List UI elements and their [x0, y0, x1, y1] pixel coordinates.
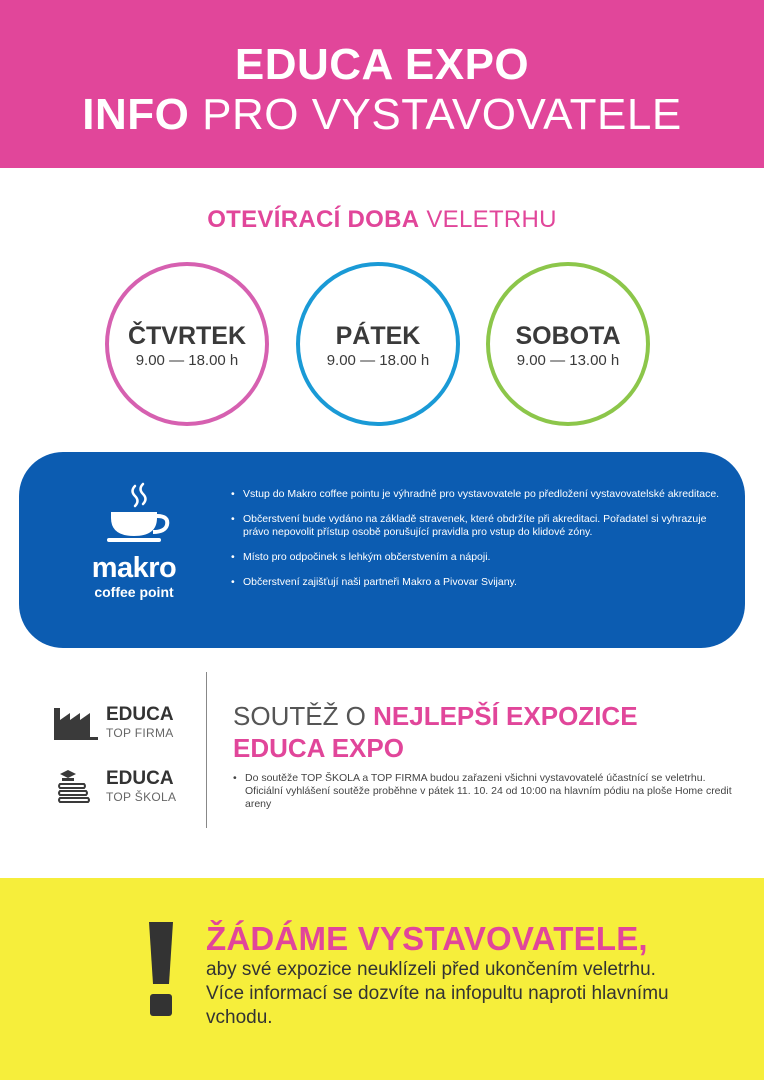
factory-icon — [52, 704, 100, 740]
logo-sub: TOP FIRMA — [106, 726, 174, 740]
page-subtitle — [0, 90, 764, 140]
list-item: • Do soutěže TOP ŠKOLA a TOP FIRMA budou zařazeni všichni vystavovatelé účastnící se veletrhu. Oficiální vyhlášení soutěže proběhne v pátek 11. 10. 24 od 10:00 na hlavním pódiu na ploše Home credit areny — [233, 772, 733, 811]
exclamation-icon — [146, 920, 176, 1020]
opening-hours-title — [0, 206, 764, 234]
subtitle-rest: PRO VYSTAVOVATELE — [189, 90, 682, 139]
list-item: • Občerstvení zajišťují naši partneři Makro a Pivovar Svijany. — [231, 576, 731, 589]
logo-sub: TOP ŠKOLA — [106, 790, 177, 804]
competition-info-list — [233, 772, 733, 811]
notice-title: ŽÁDÁME VYSTAVOVATELE, — [206, 920, 648, 957]
makro-brand: makro — [91, 552, 177, 584]
competition-title-plain: SOUTĚŽ O — [233, 701, 374, 731]
notice-text: aby své expozice neuklízeli před ukončením veletrhu. Více informací se dozvíte na infopultu naproti hlavnímu vchodu. — [206, 959, 669, 1028]
opening-hours-title-rest: VELETRHU — [419, 206, 557, 233]
header-banner — [0, 0, 764, 168]
makro-coffee-point-box — [19, 452, 745, 648]
coffee-cup-icon — [105, 482, 175, 544]
logo-brand: EDUCA — [106, 704, 174, 725]
day-name: PÁTEK — [335, 322, 421, 350]
day-name: SOBOTA — [515, 322, 621, 350]
day-circle-thursday — [105, 262, 269, 426]
makro-info-list — [231, 488, 731, 601]
day-circle-saturday — [486, 262, 650, 426]
notice-banner — [0, 878, 764, 1080]
day-time: 9.00 — 18.00 h — [326, 352, 430, 369]
logo-brand: EDUCA — [106, 768, 174, 789]
day-circle-friday — [296, 262, 460, 426]
opening-hours-title-bold: OTEVÍRACÍ DOBA — [207, 206, 420, 233]
makro-subtitle: coffee point — [94, 584, 174, 600]
competition-title — [233, 700, 743, 764]
subtitle-bold: INFO — [82, 90, 190, 139]
day-name: ČTVRTEK — [127, 322, 247, 350]
books-icon — [52, 768, 100, 808]
list-item: • Místo pro odpočinek s lehkým občerstvením a nápoji. — [231, 551, 731, 564]
day-time: 9.00 — 13.00 h — [516, 352, 620, 369]
competition-title-highlight-2: EDUCA EXPO — [233, 733, 404, 763]
list-item: • Vstup do Makro coffee pointu je výhradně pro vystavovatele po předložení vystavovatelské akreditace. — [231, 488, 731, 501]
day-time: 9.00 — 18.00 h — [135, 352, 239, 369]
list-item: • Občerstvení bude vydáno na základě stravenek, které obdržíte při akreditaci. Pořadatel si vyhrazuje právo nepovolit přístup osobě porušující pravidla pro vstup do klidové zóny. — [231, 513, 731, 539]
competition-title-highlight: NEJLEPŠÍ EXPOZICE — [373, 701, 638, 731]
page-title: EDUCA EXPO — [234, 40, 530, 89]
section-divider — [206, 672, 207, 828]
